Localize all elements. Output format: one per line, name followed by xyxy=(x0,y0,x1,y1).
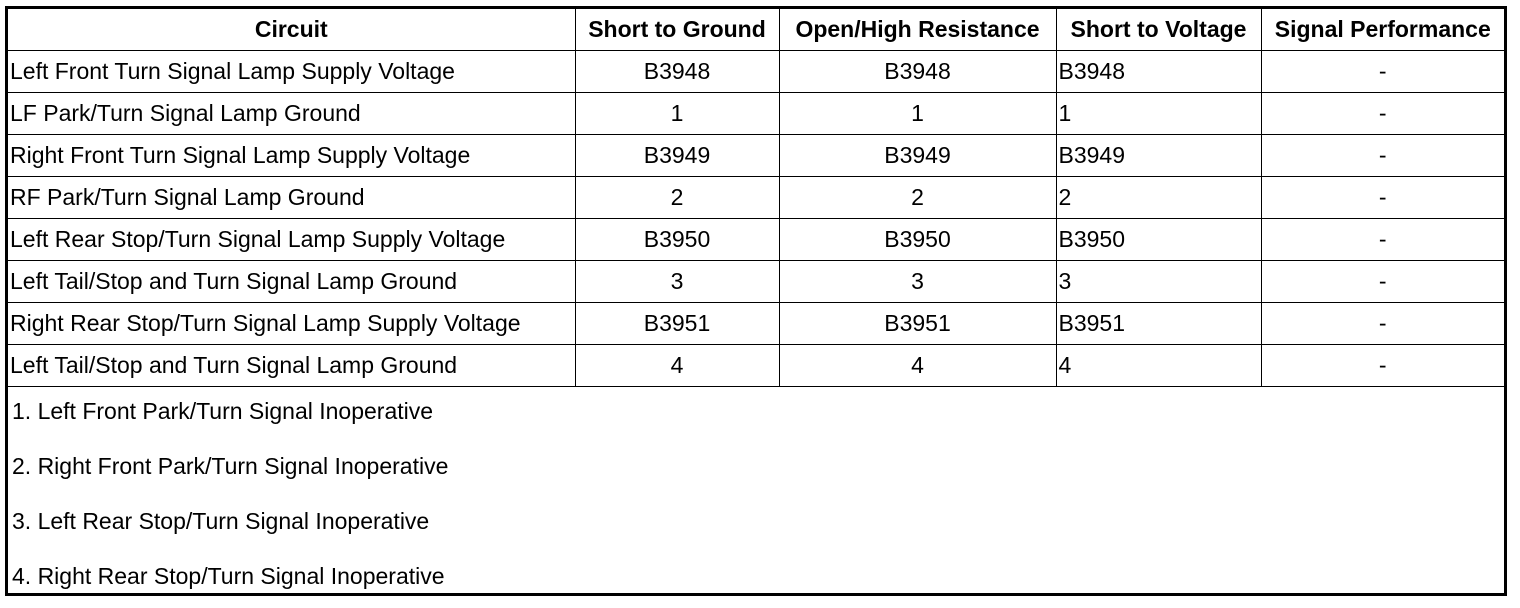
note-item: 1. Left Front Park/Turn Signal Inoperative xyxy=(12,398,434,424)
circuit-name-cell: Left Tail/Stop and Turn Signal Lamp Ground xyxy=(8,345,575,387)
table-row xyxy=(8,219,1504,261)
circuit-name-cell: Left Rear Stop/Turn Signal Lamp Supply Voltage xyxy=(8,219,575,261)
table-row xyxy=(8,135,1504,177)
note-item: 3. Left Rear Stop/Turn Signal Inoperative xyxy=(12,508,430,534)
table-row xyxy=(8,51,1504,93)
circuit-name-cell: Left Tail/Stop and Turn Signal Lamp Ground xyxy=(8,261,575,303)
header-short-to-ground: Short to Ground xyxy=(575,9,779,51)
note-item: 4. Right Rear Stop/Turn Signal Inoperative xyxy=(12,563,445,589)
open-high-resistance-cell: 4 xyxy=(779,345,1056,387)
signal-performance-cell: - xyxy=(1261,51,1504,93)
short-to-voltage-cell: B3949 xyxy=(1056,135,1261,177)
open-high-resistance-cell: 1 xyxy=(779,93,1056,135)
short-to-ground-cell: B3951 xyxy=(575,303,779,345)
short-to-voltage-cell: 2 xyxy=(1056,177,1261,219)
short-to-ground-cell: 2 xyxy=(575,177,779,219)
short-to-ground-cell: 1 xyxy=(575,93,779,135)
short-to-voltage-cell: 4 xyxy=(1056,345,1261,387)
open-high-resistance-cell: 3 xyxy=(779,261,1056,303)
short-to-ground-cell: B3950 xyxy=(575,219,779,261)
circuit-name-cell: Left Front Turn Signal Lamp Supply Voltage xyxy=(8,51,575,93)
header-circuit: Circuit xyxy=(8,9,575,51)
header-open-high-resistance: Open/High Resistance xyxy=(779,9,1056,51)
signal-performance-cell: - xyxy=(1261,303,1504,345)
signal-performance-cell: - xyxy=(1261,93,1504,135)
circuit-name-cell: RF Park/Turn Signal Lamp Ground xyxy=(8,177,575,219)
short-to-voltage-cell: B3951 xyxy=(1056,303,1261,345)
open-high-resistance-cell: 2 xyxy=(779,177,1056,219)
table-row xyxy=(8,261,1504,303)
short-to-voltage-cell: B3948 xyxy=(1056,51,1261,93)
open-high-resistance-cell: B3951 xyxy=(779,303,1056,345)
open-high-resistance-cell: B3949 xyxy=(779,135,1056,177)
short-to-voltage-cell: B3950 xyxy=(1056,219,1261,261)
short-to-voltage-cell: 3 xyxy=(1056,261,1261,303)
signal-performance-cell: - xyxy=(1261,135,1504,177)
short-to-ground-cell: 3 xyxy=(575,261,779,303)
table-header-row xyxy=(8,9,1504,51)
dtc-symptom-table-frame xyxy=(5,6,1507,596)
table-row xyxy=(8,303,1504,345)
table-row xyxy=(8,93,1504,135)
circuit-dtc-table xyxy=(8,9,1504,387)
signal-performance-cell: - xyxy=(1261,261,1504,303)
short-to-voltage-cell: 1 xyxy=(1056,93,1261,135)
header-signal-performance: Signal Performance xyxy=(1261,9,1504,51)
note-item: 2. Right Front Park/Turn Signal Inoperative xyxy=(12,453,449,479)
short-to-ground-cell: B3949 xyxy=(575,135,779,177)
header-short-to-voltage: Short to Voltage xyxy=(1056,9,1261,51)
table-row xyxy=(8,345,1504,387)
signal-performance-cell: - xyxy=(1261,177,1504,219)
short-to-ground-cell: B3948 xyxy=(575,51,779,93)
circuit-name-cell: Right Rear Stop/Turn Signal Lamp Supply Voltage xyxy=(8,303,575,345)
open-high-resistance-cell: B3950 xyxy=(779,219,1056,261)
short-to-ground-cell: 4 xyxy=(575,345,779,387)
signal-performance-cell: - xyxy=(1261,345,1504,387)
circuit-name-cell: Right Front Turn Signal Lamp Supply Voltage xyxy=(8,135,575,177)
symptom-notes xyxy=(8,388,1504,608)
signal-performance-cell: - xyxy=(1261,219,1504,261)
table-row xyxy=(8,177,1504,219)
circuit-name-cell: LF Park/Turn Signal Lamp Ground xyxy=(8,93,575,135)
open-high-resistance-cell: B3948 xyxy=(779,51,1056,93)
